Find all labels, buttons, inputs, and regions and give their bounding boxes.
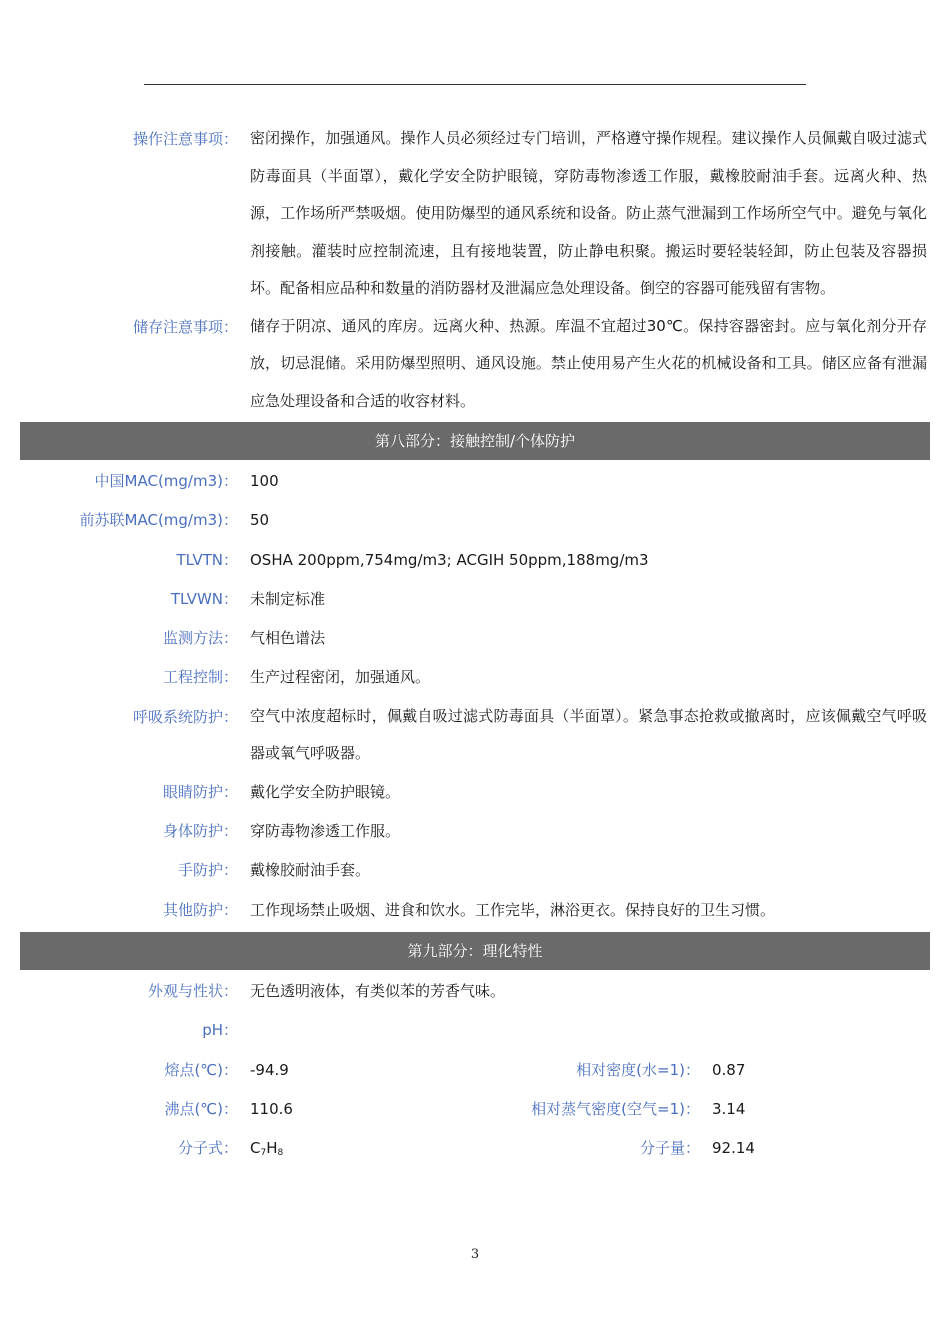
section-9-heading: 第九部分：理化特性: [20, 932, 930, 970]
field-value: [250, 1011, 927, 1050]
field-label: 呼吸系统防护：: [132, 707, 238, 726]
field-label: TLVWN：: [170, 589, 238, 608]
field-label: 身体防护：: [162, 822, 238, 841]
field-value: 工作现场禁止吸烟、进食和饮水。工作完毕，淋浴更衣。保持良好的卫生习惯。: [250, 900, 776, 919]
field-value: 空气中浓度超标时，佩戴自吸过滤式防毒面具（半面罩）。紧急事态抢救或撤离时，应该佩戴空气呼吸器或氧气呼吸器。: [250, 706, 927, 763]
field-value: 50: [250, 511, 270, 530]
field-label: 工程控制：: [162, 668, 238, 687]
field-label: 中国MAC(mg/m3)：: [94, 472, 238, 490]
field-row: [20, 812, 930, 851]
field-label: 前苏联MAC(mg/m3)：: [79, 511, 238, 530]
field-value: 储存于阴凉、通风的库房。远离火种、热源。库温不宜超过30℃。保持容器密封。应与氧化剂分开存放，切忌混储。采用防爆型照明、通风设施。禁止使用易产生火花的机械设备和工具。储区应备有泄漏应急处理设备和合适的收容材料。: [250, 316, 927, 410]
field-value: 气相色谱法: [250, 629, 326, 648]
field-value: 100: [250, 472, 279, 490]
field-value: 戴化学安全防护眼镜。: [250, 782, 401, 801]
field-label: TLVTN：: [176, 550, 238, 569]
field-row: [20, 891, 930, 930]
field-label: 分子式：: [177, 1139, 238, 1158]
field-value: OSHA 200ppm,754mg/m3; ACGIH 50ppm,188mg/m3: [250, 550, 649, 569]
field-row: [20, 501, 930, 540]
field-row: [20, 698, 930, 773]
field-label: 储存注意事项：: [132, 317, 238, 336]
field-label: 监测方法：: [162, 629, 238, 648]
page-number: 3: [470, 1247, 480, 1262]
field-value: 密闭操作，加强通风。操作人员必须经过专门培训，严格遵守操作规程。建议操作人员佩戴自吸过滤式防毒面具（半面罩），戴化学安全防护眼镜，穿防毒物渗透工作服，戴橡胶耐油手套。远离火种、热源，工作场所严禁吸烟。使用防爆型的通风系统和设备。防止蒸气泄漏到工作场所空气中。避免与氧化剂接触。灌装时应控制流速，且有接地装置，防止静电积聚。搬运时要轻装轻卸，防止包装及容器损坏。配备相应品种和数量的消防器材及泄漏应急处理设备。倒空的容器可能残留有害物。: [250, 129, 927, 297]
field-label: 沸点(℃)：: [164, 1099, 238, 1118]
formula-subscript: 8: [277, 1148, 284, 1159]
field-label: 外观与性状：: [147, 981, 238, 1000]
document-body: [20, 120, 930, 1173]
section-8-heading: 第八部分：接触控制/个体防护: [20, 422, 930, 460]
ph-row: [20, 1011, 930, 1050]
formula-element: H: [266, 1139, 278, 1158]
field-value: 92.14: [712, 1139, 755, 1158]
field-label: 分子量：: [639, 1139, 700, 1158]
storage-notes-row: [20, 308, 930, 421]
field-row: [20, 580, 930, 619]
formula-weight-row: [20, 1129, 930, 1173]
melting-density-row: [20, 1051, 930, 1090]
field-value: 0.87: [712, 1060, 746, 1079]
header-rule: [144, 84, 806, 85]
field-value: 未制定标准: [250, 589, 326, 608]
formula-subscript: 7: [260, 1148, 267, 1159]
field-value: 110.6: [250, 1099, 293, 1118]
formula-element: C: [250, 1139, 261, 1158]
field-row: [20, 773, 930, 812]
field-value: 戴橡胶耐油手套。: [250, 861, 371, 880]
field-row: [20, 851, 930, 890]
operation-notes-row: [20, 120, 930, 308]
field-row: [20, 462, 930, 501]
field-value: 穿防毒物渗透工作服。: [250, 822, 401, 841]
field-label: 相对密度(水=1)：: [576, 1060, 700, 1079]
field-label: 熔点(℃)：: [164, 1060, 238, 1079]
field-value: -94.9: [250, 1060, 289, 1079]
field-row: [20, 658, 930, 697]
field-row: [20, 541, 930, 580]
boiling-vapor-density-row: [20, 1090, 930, 1129]
molecular-formula: [250, 1129, 450, 1173]
field-value: 无色透明液体，有类似苯的芳香气味。: [250, 981, 506, 1000]
field-label: 操作注意事项：: [132, 130, 238, 148]
field-label: 眼睛防护：: [162, 782, 238, 801]
field-label: 其他防护：: [162, 900, 238, 919]
field-label: pH：: [202, 1021, 238, 1040]
field-row: [20, 619, 930, 658]
field-value: 3.14: [712, 1099, 746, 1118]
field-value: 生产过程密闭，加强通风。: [250, 668, 431, 687]
field-label: 相对蒸气密度(空气=1)：: [531, 1099, 700, 1118]
field-label: 手防护：: [177, 861, 238, 880]
appearance-row: [20, 972, 930, 1011]
